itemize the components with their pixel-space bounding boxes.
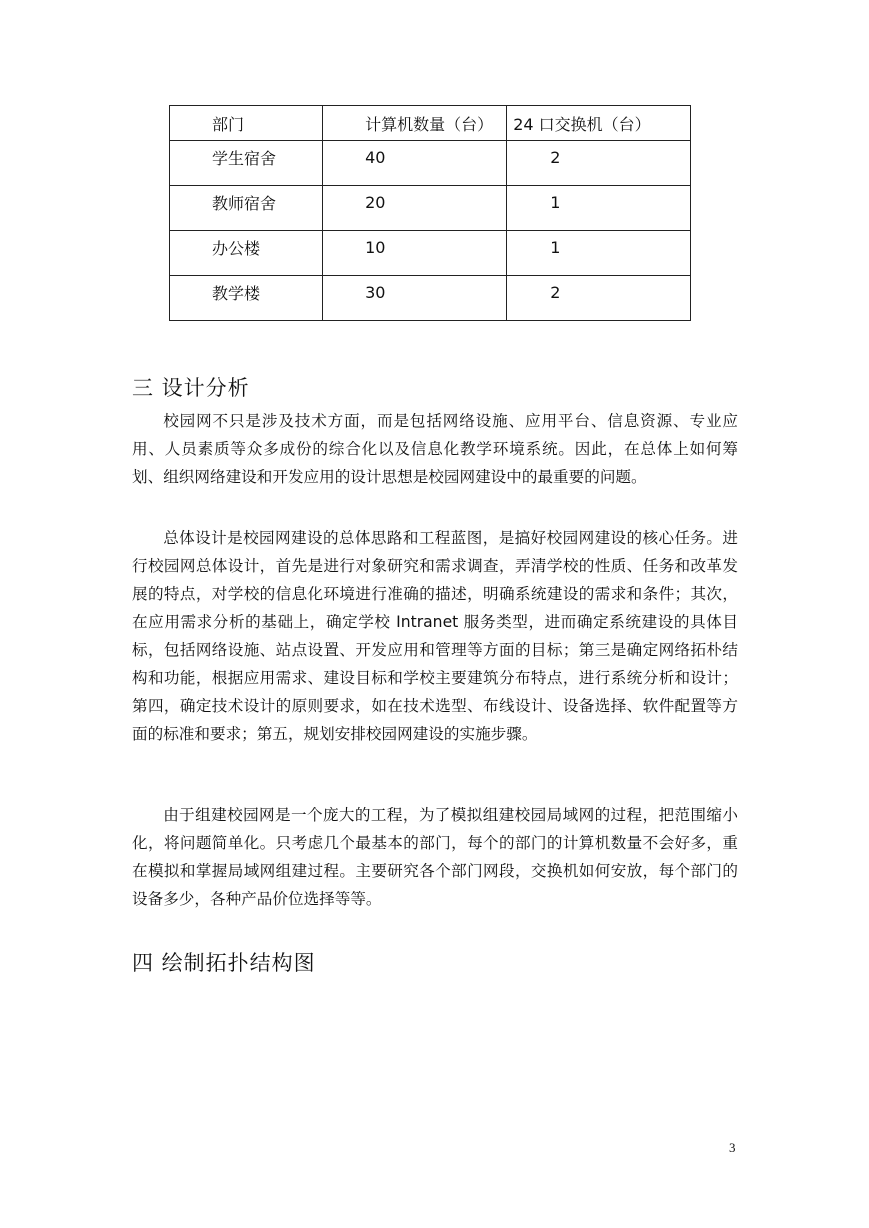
computer-count: 30 — [365, 282, 386, 302]
switch-count: 2 — [550, 282, 561, 302]
section-heading-topology: 四 绘制拓扑结构图 — [132, 951, 316, 975]
page-number: 3 — [729, 1140, 736, 1155]
table-cell — [507, 231, 691, 276]
table-cell — [323, 186, 507, 231]
table-row — [170, 276, 691, 321]
table-cell — [170, 141, 323, 186]
paragraph: 由于组建校园网是一个庞大的工程，为了模拟组建校园局域网的过程，把范围缩小化，将问题简单化。只考虑几个最基本的部门，每个的部门的计算机数量不会好多，重在模拟和掌握局域网组建过程。主要研究各个部门网段，交换机如何安放，每个部门的设备多少，各种产品价位选择等等。 — [132, 806, 738, 908]
switch-count: 1 — [550, 237, 561, 257]
department-name: 教学楼 — [212, 283, 261, 303]
header-department: 部门 — [212, 114, 245, 134]
table-cell — [507, 141, 691, 186]
header-computer-count: 计算机数量（台） — [365, 114, 494, 134]
paragraph: 校园网不只是涉及技术方面，而是包括网络设施、应用平台、信息资源、专业应用、人员素质等众多成份的综合化以及信息化教学环境系统。因此，在总体上如何筹划、组织网络建设和开发应用的设计思想是校园网建设中的最重要的问题。 — [132, 412, 738, 486]
paragraph: 总体设计是校园网建设的总体思路和工程蓝图，是搞好校园网建设的核心任务。进行校园网总体设计，首先是进行对象研究和需求调查，弄清学校的性质、任务和改革发展的特点，对学校的信息化环境进行准确的描述，明确系统建设的需求和条件；其次，在应用需求分析的基础上，确定学校 Intranet 服务类型，进而确定系统建设的具体目标，包括网络设施、站点设置、开发应用和管理等方面的目标；第三是确定网络拓朴结构和功能，根据应用需求、建设目标和学校主要建筑分布特点，进行系统分析和设计；第四，确定技术设计的原则要求，如在技术选型、布线设计、设备选择、软件配置等方面的标准和要求；第五，规划安排校园网建设的实施步骤。 — [132, 529, 738, 743]
table-cell — [507, 276, 691, 321]
switch-count: 1 — [550, 192, 561, 212]
department-name: 学生宿舍 — [212, 148, 277, 168]
table-cell — [323, 276, 507, 321]
computer-count: 20 — [365, 192, 386, 212]
table-cell — [323, 141, 507, 186]
computer-count: 40 — [365, 147, 386, 167]
table-cell — [323, 231, 507, 276]
table-cell — [507, 186, 691, 231]
table-cell — [170, 276, 323, 321]
table-row — [170, 186, 691, 231]
department-name: 教师宿舍 — [212, 193, 277, 213]
table-header-cell — [323, 106, 507, 141]
table-row — [170, 141, 691, 186]
department-name: 办公楼 — [212, 238, 261, 258]
table-header-cell — [507, 106, 691, 141]
table-header-row — [170, 106, 691, 141]
table-cell — [170, 186, 323, 231]
table-row — [170, 231, 691, 276]
switch-count: 2 — [550, 147, 561, 167]
header-switch-count: 24 口交换机（台） — [513, 114, 651, 134]
table-header-cell — [170, 106, 323, 141]
section-heading-design-analysis: 三 设计分析 — [132, 376, 250, 400]
department-table — [169, 105, 691, 321]
computer-count: 10 — [365, 237, 386, 257]
table-cell — [170, 231, 323, 276]
